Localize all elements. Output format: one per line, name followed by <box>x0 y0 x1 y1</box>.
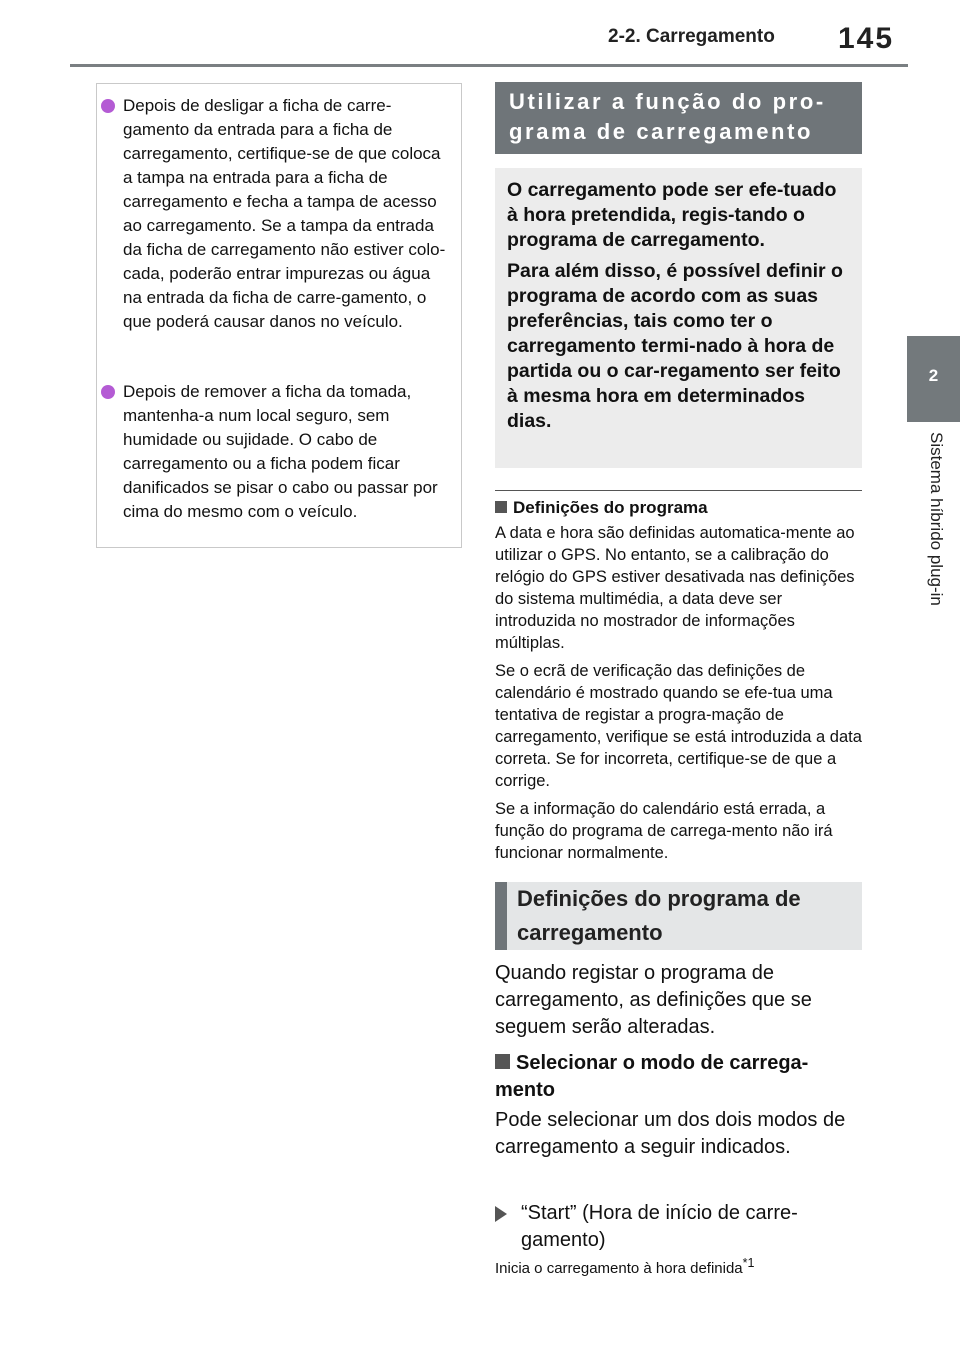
chapter-number: 2 <box>928 366 939 385</box>
program-settings-body <box>495 522 863 870</box>
paragraph: Se o ecrã de verificação das definições de calendário é mostrado quando se efe-tua uma tentativa de registar a progra-mação de carregamento, verifique se está introduzida a data correta. Se for incorreta, certifique-se de que a corrige. <box>495 662 862 790</box>
notice-text: Depois de remover a ficha da tomada, mantenha-a num local seguro, sem humidade ou sujidade. O cabo de carregamento ou a ficha podem ficar danificados se pisar o cabo ou passar por cima do mesmo com o veículo. <box>123 382 438 521</box>
intro-box <box>495 168 862 468</box>
paragraph: A data e hora são definidas automatica-mente ao utilizar o GPS. No entanto, se a calibração do relógio do GPS estiver desativada nas definições do sistema multimédia, a data deve ser introduzida no mostrador de informações múltiplas. <box>495 524 855 652</box>
triangle-bullet-icon <box>495 1206 507 1222</box>
chapter-title: Sistema híbrido plug-in <box>927 432 946 606</box>
mode-option-description-text: Inicia o carregamento à hora definida <box>495 1260 743 1277</box>
section-heading <box>495 82 862 154</box>
chapter-tab-divider <box>907 420 960 422</box>
mode-heading <box>495 1050 865 1104</box>
notice-text: Depois de desligar a ficha de carre-gamento da entrada para a ficha de carregamento, certifique-se de que coloca a tampa na entrada para a ficha de carregamento e fecha a tampa de acesso ao carregamento. Se a tampa da entrada da ficha de carregamento não estiver colo-cada, poderão entrar impurezas ou água na entrada da ficha de carre-gamento, o que poderá causar danos no veículo. <box>123 96 446 331</box>
notice-item <box>123 94 449 334</box>
intro-paragraph: Para além disso, é possível definir o programa de acordo com as suas preferências, tais como ter o carregamento termi-nado à hora de partida ou o car-regamento ser feito à mesma hora em determinados dias. <box>507 260 843 432</box>
intro-paragraph: O carregamento pode ser efe-tuado à hora pretendida, regis-tando o programa de carregamento. <box>507 179 837 251</box>
header-divider <box>70 64 908 67</box>
subsection-heading <box>495 882 862 950</box>
subsection-body: Quando registar o programa de carregamento, as definições que se seguem serão alteradas. <box>495 962 812 1038</box>
mode-option-text: “Start” (Hora de início de carre-gamento) <box>521 1202 798 1251</box>
mode-option <box>495 1200 865 1254</box>
mode-option-description <box>495 1256 754 1277</box>
section-heading-line: grama de carregamento <box>509 119 814 144</box>
notice-box <box>96 83 462 548</box>
mode-heading-text: Selecionar o modo de carrega-mento <box>495 1052 809 1101</box>
page-number: 145 <box>838 22 895 55</box>
footnote-mark: *1 <box>742 1256 755 1270</box>
square-bullet-icon <box>495 501 507 513</box>
section-title: 2-2. Carregamento <box>608 26 775 47</box>
subsection-heading-line: carregamento <box>517 920 663 945</box>
section-heading-line: Utilizar a função do pro- <box>509 89 826 114</box>
bullet-dot-icon <box>101 385 115 399</box>
bullet-dot-icon <box>101 99 115 113</box>
square-bullet-icon <box>495 1054 510 1069</box>
subsection-heading-line: Definições do programa de <box>517 886 801 911</box>
paragraph: Se a informação do calendário está errada, a função do programa de carrega-mento não irá funcionar normalmente. <box>495 800 833 862</box>
program-settings-heading <box>495 498 708 518</box>
mode-body: Pode selecionar um dos dois modos de carregamento a seguir indicados. <box>495 1109 846 1158</box>
program-settings-heading-text: Definições do programa <box>513 498 708 517</box>
notice-item <box>123 380 449 524</box>
divider <box>495 490 862 491</box>
